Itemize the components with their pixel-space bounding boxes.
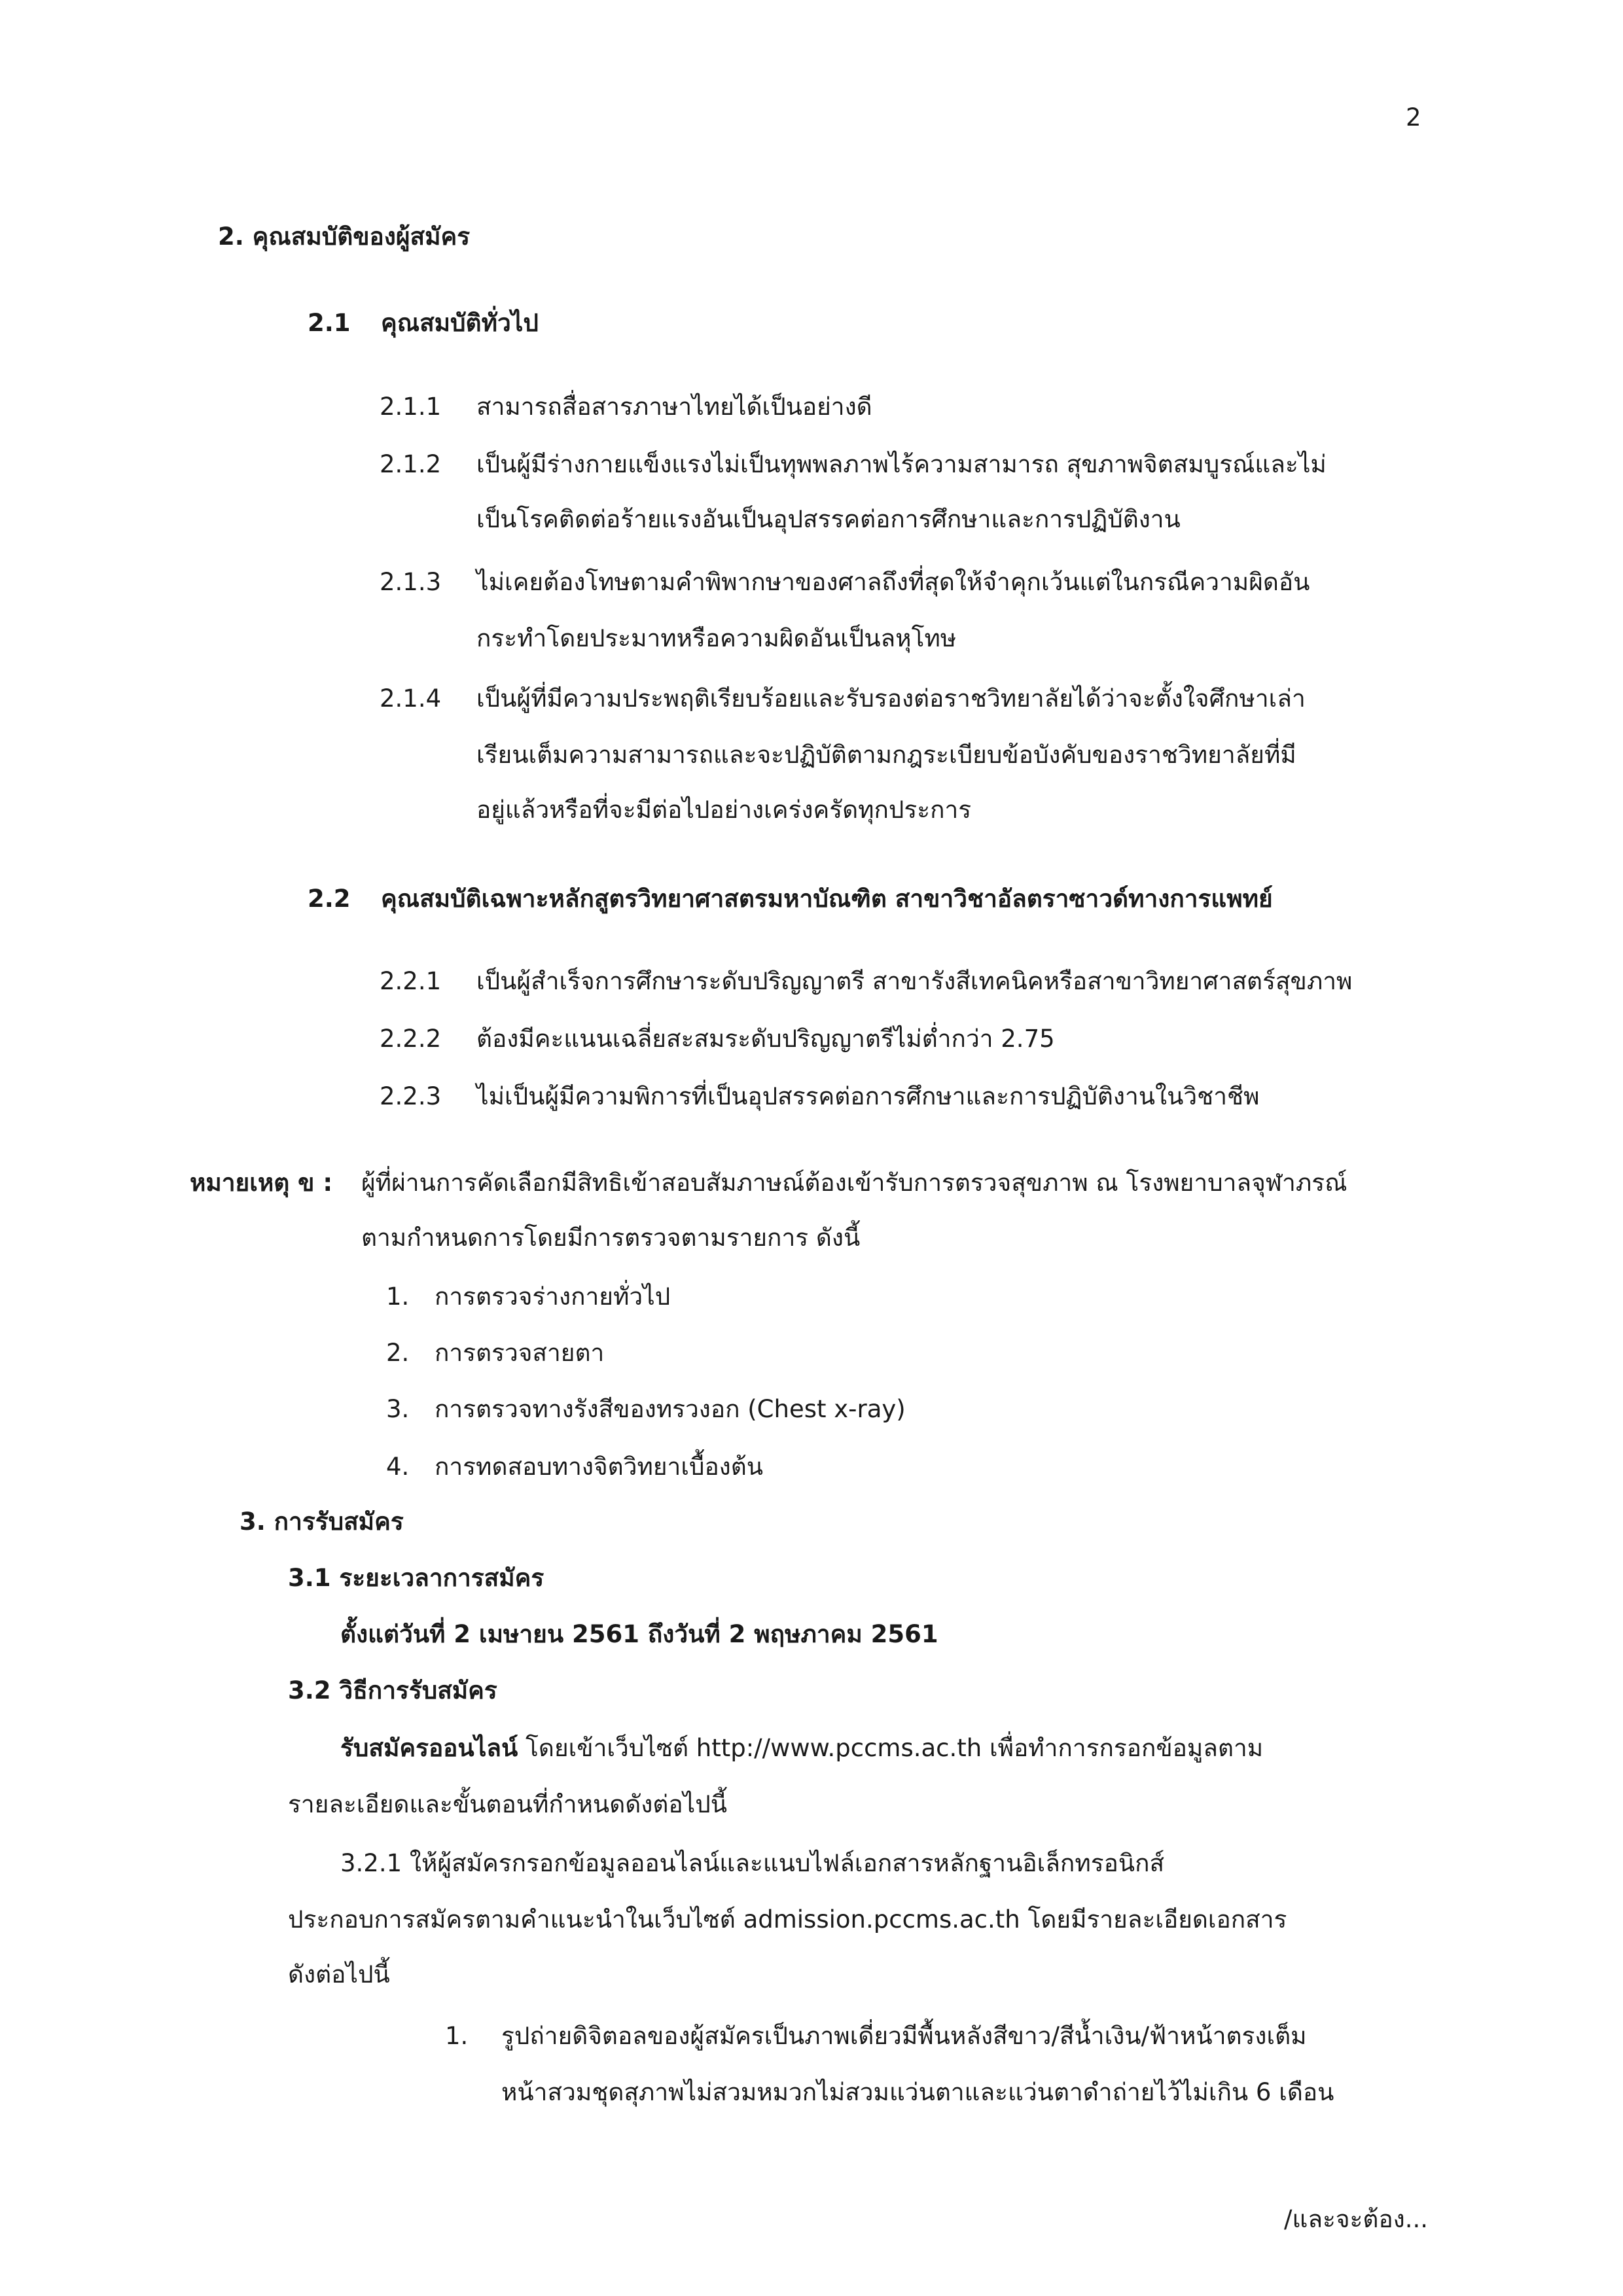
item-2-2-2-text: ต้องมีคะแนนเฉลี่ยสะสมระดับปริญญาตรีไม่ต่ำกว่า 2.75 [476, 1025, 1055, 1053]
note-line-1: ผู้ที่ผ่านการคัดเลือกมีสิทธิเข้าสอบสัมภาษณ์ต้องเข้ารับการตรวจสุขภาพ ณ โรงพยาบาลจุฬาภรณ์ [361, 1169, 1347, 1197]
note-item-4-text: การทดสอบทางจิตวิทยาเบื้องต้น [435, 1453, 764, 1481]
section-2-heading: 2. คุณสมบัติของผู้สมัคร [218, 222, 471, 251]
note-item-4-number: 4. [386, 1453, 410, 1481]
section-3-2-heading: 3.2 วิธีการรับสมัคร [288, 1676, 497, 1704]
note-item-2-text: การตรวจสายตา [435, 1339, 605, 1367]
item-2-1-3-line-2: กระทำโดยประมาทหรือความผิดอันเป็นลหุโทษ [476, 624, 957, 652]
note-item-3-text: การตรวจทางรังสีของทรวงอก (Chest x-ray) [435, 1395, 906, 1423]
item-2-2-3-number: 2.2.3 [380, 1082, 442, 1110]
note-item-1-text: การตรวจร่างกายทั่วไป [435, 1282, 671, 1311]
section-2-2-heading: คุณสมบัติเฉพาะหลักสูตรวิทยาศาสตรมหาบัณฑิต สาขาวิชาอัลตราซาวด์ทางการแพทย์ [381, 885, 1273, 913]
section-3-heading: 3. การรับสมัคร [240, 1508, 404, 1536]
section-2-2-number: 2.2 [308, 885, 351, 913]
item-3-2-1-line-3: ดังต่อไปนี้ [288, 1960, 390, 1988]
item-2-2-1-number: 2.2.1 [380, 967, 442, 995]
item-2-2-1-text: เป็นผู้สำเร็จการศึกษาระดับปริญญาตรี สาขารังสีเทคนิคหรือสาขาวิทยาศาสตร์สุขภาพ [476, 967, 1353, 995]
document-1-line-2: หน้าสวมชุดสุภาพไม่สวมหมวกไม่สวมแว่นตาและแว่นตาดำถ่ายไว้ไม่เกิน 6 เดือน [501, 2078, 1334, 2106]
item-2-2-3-text: ไม่เป็นผู้มีความพิการที่เป็นอุปสรรคต่อการศึกษาและการปฏิบัติงานในวิชาชีพ [476, 1082, 1260, 1110]
online-application-line-1 [340, 1734, 1263, 1763]
item-2-1-2-line-2: เป็นโรคติดต่อร้ายแรงอันเป็นอุปสรรคต่อการศึกษาและการปฏิบัติงาน [476, 505, 1181, 533]
item-2-1-4-number: 2.1.4 [380, 684, 442, 713]
item-2-1-2-line-1: เป็นผู้มีร่างกายแข็งแรงไม่เป็นทุพพลภาพไร้ความสามารถ สุขภาพจิตสมบูรณ์และไม่ [476, 450, 1327, 478]
online-application-text: โดยเข้าเว็บไซต์ http://www.pccms.ac.th เพื่อทำการกรอกข้อมูลตาม [518, 1734, 1264, 1762]
item-2-1-4-line-2: เรียนเต็มความสามารถและจะปฏิบัติตามกฎระเบียบข้อบังคับของราชวิทยาลัยที่มี [476, 741, 1296, 769]
continuation-note: /และจะต้อง... [1284, 2205, 1429, 2233]
section-3-1-heading: 3.1 ระยะเวลาการสมัคร [288, 1564, 544, 1592]
section-2-1-number: 2.1 [308, 309, 351, 337]
item-2-2-2-number: 2.2.2 [380, 1025, 442, 1053]
item-3-2-1-line-1: 3.2.1 ให้ผู้สมัครกรอกข้อมูลออนไลน์และแนบไฟล์เอกสารหลักฐานอิเล็กทรอนิกส์ [340, 1849, 1165, 1877]
document-1-line-1: รูปถ่ายดิจิตอลของผู้สมัครเป็นภาพเดี่ยวมีพื้นหลังสีขาว/สีน้ำเงิน/ฟ้าหน้าตรงเต็ม [501, 2022, 1307, 2050]
note-item-1-number: 1. [386, 1282, 410, 1311]
item-2-1-4-line-3: อยู่แล้วหรือที่จะมีต่อไปอย่างเคร่งครัดทุกประการ [476, 796, 972, 824]
online-application-label: รับสมัครออนไลน์ [340, 1734, 518, 1762]
item-3-2-1-line-2: ประกอบการสมัครตามคำแนะนำในเว็บไซต์ admission.pccms.ac.th โดยมีรายละเอียดเอกสาร [288, 1905, 1287, 1934]
section-2-1-heading: คุณสมบัติทั่วไป [381, 309, 539, 337]
note-label: หมายเหตุ ข : [190, 1169, 333, 1197]
item-2-1-3-number: 2.1.3 [380, 568, 442, 596]
item-2-1-4-line-1: เป็นผู้ที่มีความประพฤติเรียบร้อยและรับรองต่อราชวิทยาลัยได้ว่าจะตั้งใจศึกษาเล่า [476, 684, 1306, 713]
note-item-2-number: 2. [386, 1339, 410, 1367]
item-2-1-1-line-1: สามารถสื่อสารภาษาไทยได้เป็นอย่างดี [476, 393, 872, 421]
item-2-1-3-line-1: ไม่เคยต้องโทษตามคำพิพากษาของศาลถึงที่สุดให้จำคุกเว้นแต่ในกรณีความผิดอัน [476, 568, 1310, 596]
document-1-number: 1. [445, 2022, 469, 2050]
note-line-2: ตามกำหนดการโดยมีการตรวจตามรายการ ดังนี้ [361, 1224, 861, 1252]
item-2-1-2-number: 2.1.2 [380, 450, 442, 478]
item-2-1-1-number: 2.1.1 [380, 393, 442, 421]
page-number: 2 [1406, 103, 1421, 132]
note-item-3-number: 3. [386, 1395, 410, 1423]
online-application-line-2: รายละเอียดและขั้นตอนที่กำหนดดังต่อไปนี้ [288, 1790, 727, 1818]
application-period: ตั้งแต่วันที่ 2 เมษายน 2561 ถึงวันที่ 2 พฤษภาคม 2561 [340, 1620, 938, 1648]
